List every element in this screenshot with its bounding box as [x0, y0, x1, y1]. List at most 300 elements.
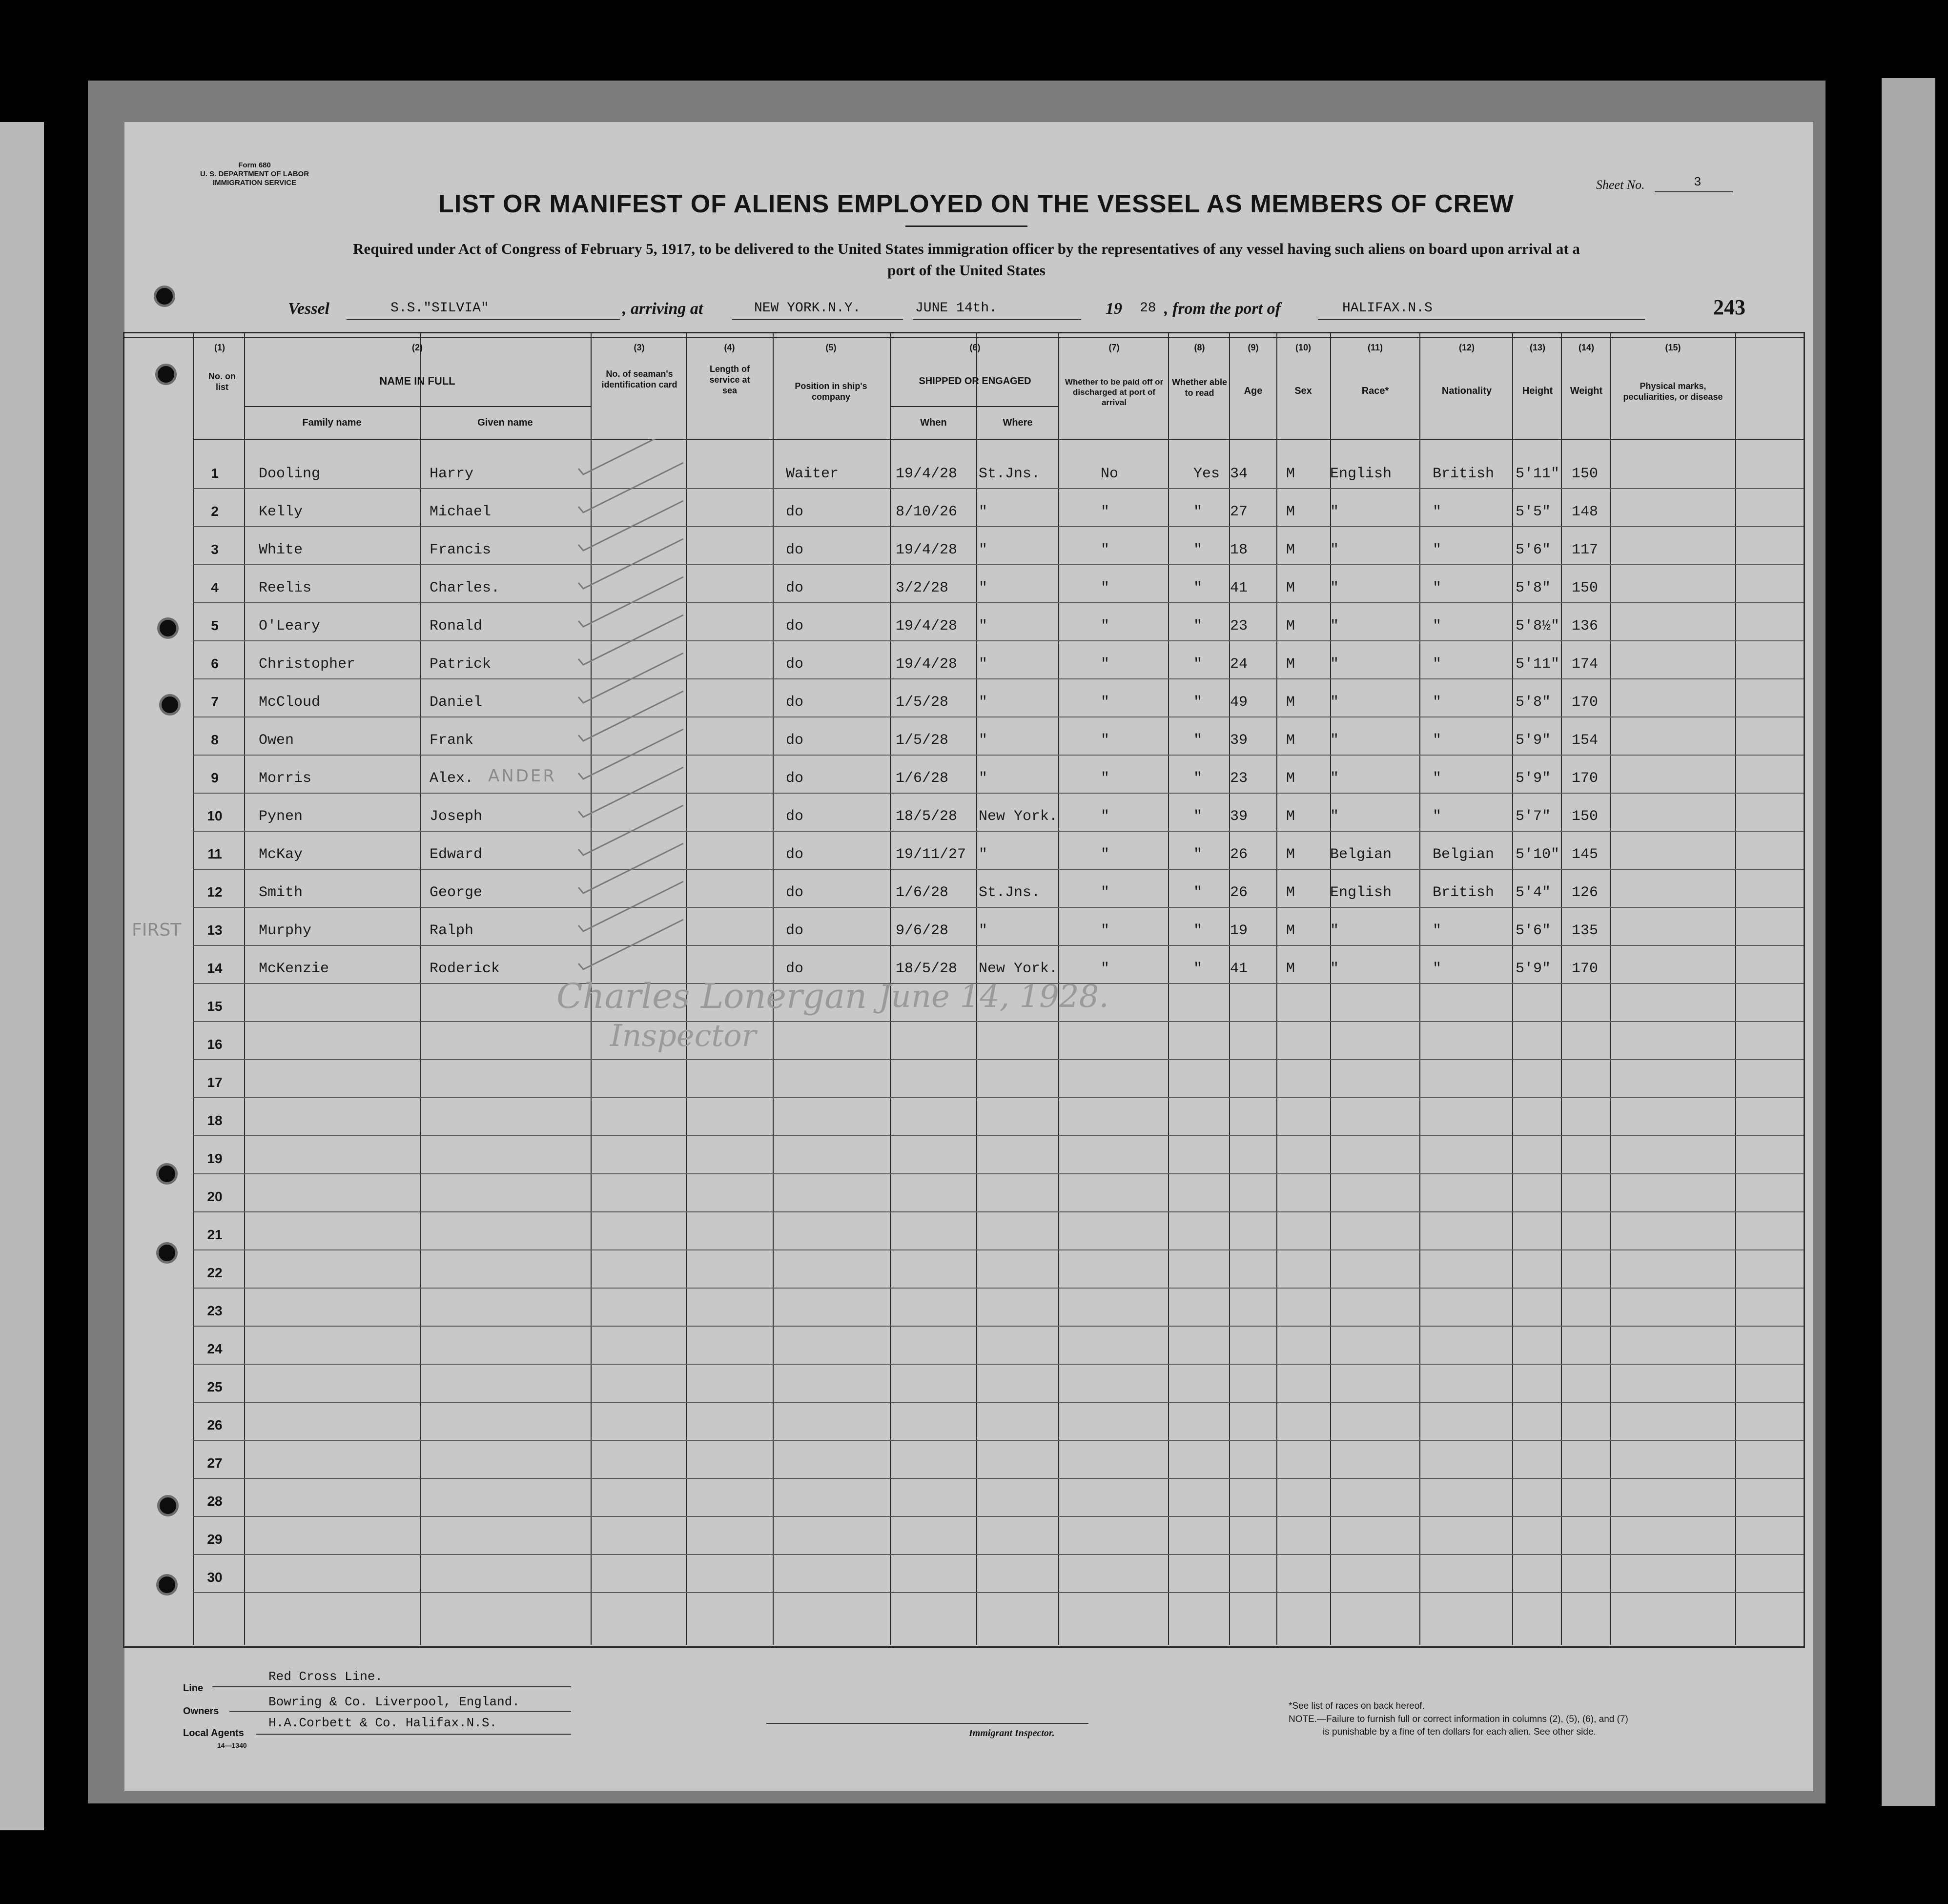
cell-sex: M [1286, 808, 1295, 825]
line-underline [212, 1686, 571, 1687]
row-number: 28 [207, 1494, 223, 1509]
cell-sex: M [1286, 884, 1295, 901]
cell-read: " [1193, 580, 1203, 596]
col-header-service-length: Length of service at sea [709, 364, 750, 395]
cell-race: " [1330, 618, 1339, 635]
row-number: 24 [207, 1341, 223, 1356]
col-header-id-card: No. of seaman's identification card [601, 369, 677, 389]
signature-date: June 14, 1928. [879, 979, 1109, 1015]
row-rule [193, 1554, 1804, 1555]
cell-age: 26 [1230, 884, 1248, 901]
row-number: 22 [207, 1265, 223, 1280]
row-number: 7 [211, 694, 219, 709]
cell-family: Kelly [259, 504, 303, 520]
cell-height: 5'11" [1516, 466, 1560, 482]
cell-given: Edward [430, 846, 483, 863]
cell-race: " [1330, 922, 1339, 939]
arrival-port: NEW YORK.N.Y. [754, 301, 861, 316]
cell-sex: M [1286, 580, 1295, 596]
cell-given: George [430, 884, 483, 901]
cell-weight: 145 [1572, 846, 1599, 863]
row-rule [193, 488, 1804, 489]
cell-nationality: " [1433, 922, 1442, 939]
cell-where: " [979, 846, 988, 863]
cell-weight: 170 [1572, 770, 1599, 787]
year-prefix: 19 [1106, 300, 1122, 318]
cell-paid: " [1101, 580, 1110, 596]
title-rule [905, 225, 1027, 227]
penalty-note: NOTE.—Failure to furnish full or correct information in columns (2), (5), (6), and (7) [1289, 1714, 1628, 1724]
cell-when: 18/5/28 [896, 808, 958, 825]
cell-given: Patrick [430, 656, 492, 673]
agents-underline [256, 1734, 571, 1735]
adjacent-page-edge [1882, 78, 1935, 1806]
cell-when: 1/5/28 [896, 732, 949, 749]
row-rule [193, 640, 1804, 641]
cell-where: St.Jns. [979, 466, 1041, 482]
col-header-sex: Sex [1294, 386, 1312, 396]
cell-age: 39 [1230, 732, 1248, 749]
form-identifier [200, 161, 309, 187]
cell-race: " [1330, 694, 1339, 711]
subtitle-line-1: Required under Act of Congress of February 5, 1917, to be delivered to the United States immigration officer by the representatives of any vessel having such aliens on board upon arrival at a [353, 240, 1580, 257]
row-rule [193, 602, 1804, 603]
check-mark [578, 805, 683, 855]
cell-height: 5'8" [1516, 580, 1551, 596]
row-rule [193, 1097, 1804, 1098]
cell-family: Pynen [259, 808, 303, 825]
check-mark [578, 843, 683, 893]
cell-when: 19/11/27 [896, 846, 966, 863]
col-header-nationality: Nationality [1441, 386, 1492, 396]
cell-where: " [979, 922, 988, 939]
cell-paid: " [1101, 961, 1110, 977]
cell-age: 39 [1230, 808, 1248, 825]
cell-paid: " [1101, 846, 1110, 863]
check-mark [578, 881, 683, 931]
row-rule [193, 1326, 1804, 1327]
cell-age: 34 [1230, 466, 1248, 482]
owners-underline [229, 1711, 571, 1712]
cell-position: do [786, 846, 804, 863]
cell-where: " [979, 580, 988, 596]
col-header-when: When [920, 417, 947, 428]
cell-race: English [1330, 884, 1392, 901]
cell-family: Smith [259, 884, 303, 901]
col-header-paid-off: Whether to be paid off or discharged at port of arrival [1065, 377, 1164, 407]
cell-position: do [786, 694, 804, 711]
check-mark [578, 615, 683, 665]
cell-position: do [786, 770, 804, 787]
form-number: Form 680 [238, 161, 271, 169]
col-header-physical-marks: Physical marks, peculiarities, or disease [1623, 381, 1723, 402]
check-mark [578, 920, 683, 969]
row-number: 29 [207, 1532, 223, 1547]
check-mark [578, 653, 683, 703]
cell-position: do [786, 961, 804, 977]
cell-family: McKay [259, 846, 303, 863]
col-1-number: (1) [214, 343, 225, 352]
cell-weight: 148 [1572, 504, 1599, 520]
cell-when: 19/4/28 [896, 542, 958, 558]
cell-nationality: British [1433, 466, 1495, 482]
cell-given: Ronald [430, 618, 483, 635]
column-rule [1735, 332, 1736, 1645]
col-10-number: (10) [1295, 343, 1311, 352]
cell-position: Waiter [786, 466, 839, 482]
row-rule [193, 1402, 1804, 1403]
col-14-number: (14) [1578, 343, 1594, 352]
col-4-number: (4) [724, 343, 735, 352]
cell-family: White [259, 542, 303, 558]
cell-where: " [979, 618, 988, 635]
cell-height: 5'11" [1516, 656, 1560, 673]
subtitle-line-2: port of the United States [887, 262, 1046, 279]
cell-weight: 150 [1572, 808, 1599, 825]
col-header-shipped: SHIPPED OR ENGAGED [919, 376, 1031, 387]
cell-race: " [1330, 656, 1339, 673]
column-rule [420, 332, 421, 1645]
row-number: 5 [211, 618, 219, 633]
row-number: 15 [207, 999, 223, 1014]
row-number: 10 [207, 808, 223, 823]
cell-height: 5'4" [1516, 884, 1551, 901]
row-rule [193, 1592, 1804, 1593]
cell-when: 8/10/26 [896, 504, 958, 520]
sheet-number-line [1655, 191, 1733, 192]
cell-family: McKenzie [259, 961, 329, 977]
row-rule [193, 793, 1804, 794]
cell-sex: M [1286, 466, 1295, 482]
penalty-note-cont: is punishable by a fine of ten dollars for each alien. See other side. [1323, 1727, 1596, 1737]
cell-nationality: " [1433, 504, 1442, 520]
cell-when: 3/2/28 [896, 580, 949, 596]
cell-race: " [1330, 961, 1339, 977]
cell-sex: M [1286, 504, 1295, 520]
check-mark [578, 439, 683, 474]
cell-nationality: " [1433, 808, 1442, 825]
cell-nationality: " [1433, 580, 1442, 596]
cell-nationality: " [1433, 618, 1442, 635]
cell-given: Frank [430, 732, 474, 749]
cell-read: " [1193, 922, 1203, 939]
cell-sex: M [1286, 542, 1295, 558]
row-rule [193, 564, 1804, 565]
vessel-name: S.S."SILVIA" [390, 301, 489, 316]
cell-sex: M [1286, 922, 1295, 939]
line-value: Red Cross Line. [268, 1669, 383, 1684]
cell-height: 5'9" [1516, 732, 1551, 749]
cell-nationality: " [1433, 694, 1442, 711]
cell-race: English [1330, 466, 1392, 482]
cell-given: Michael [430, 504, 492, 520]
cell-family: O'Leary [259, 618, 321, 635]
row-rule [193, 869, 1804, 870]
column-rule [1229, 332, 1230, 1645]
agents-label: Local Agents [183, 1728, 244, 1739]
cell-given: Ralph [430, 922, 474, 939]
cell-height: 5'9" [1516, 961, 1551, 977]
cell-when: 1/5/28 [896, 694, 949, 711]
row-number: 30 [207, 1570, 223, 1585]
cell-read: " [1193, 656, 1203, 673]
col-12-number: (12) [1458, 343, 1475, 352]
cell-when: 9/6/28 [896, 922, 949, 939]
cell-weight: 117 [1572, 542, 1599, 558]
row-rule [193, 1478, 1804, 1479]
cell-given: Harry [430, 466, 474, 482]
col-header-position: Position in ship's company [795, 381, 867, 402]
check-mark [578, 539, 683, 589]
cell-nationality: " [1433, 542, 1442, 558]
cell-nationality: " [1433, 770, 1442, 787]
cell-family: Christopher [259, 656, 356, 673]
check-mark [578, 767, 683, 817]
cell-read: " [1193, 732, 1203, 749]
cell-position: do [786, 732, 804, 749]
cell-race: Belgian [1330, 846, 1392, 863]
cell-paid: " [1101, 504, 1110, 520]
cell-height: 5'6" [1516, 922, 1551, 939]
arrival-year: 28 [1140, 301, 1156, 316]
cell-read: " [1193, 542, 1203, 558]
handwritten-check-marks [566, 439, 742, 986]
row-rule [193, 945, 1804, 946]
arrival-date: JUNE 14th. [915, 301, 998, 316]
cell-paid: " [1101, 732, 1110, 749]
adjacent-page-edge [0, 122, 44, 1830]
cell-paid: " [1101, 770, 1110, 787]
check-mark [578, 501, 683, 551]
check-mark [578, 463, 683, 512]
row-rule [193, 526, 1804, 527]
cell-where: " [979, 694, 988, 711]
cell-where: New York. [979, 808, 1058, 825]
cell-paid: " [1101, 694, 1110, 711]
row-number: 21 [207, 1227, 223, 1242]
column-rule [1168, 332, 1169, 1645]
inspector-title: Inspector [610, 1018, 757, 1053]
arrival-port-line [732, 319, 903, 320]
sheet-number-label: Sheet No. [1596, 178, 1645, 192]
cell-where: " [979, 732, 988, 749]
col-9-number: (9) [1248, 343, 1259, 352]
row-rule [193, 1211, 1804, 1212]
cell-weight: 126 [1572, 884, 1599, 901]
arriving-label: , arriving at [622, 300, 703, 318]
cell-age: 41 [1230, 961, 1248, 977]
inspector-label: Immigrant Inspector. [969, 1728, 1055, 1739]
row-rule [193, 1135, 1804, 1136]
cell-where: New York. [979, 961, 1058, 977]
cell-where: " [979, 770, 988, 787]
col-header-family-name: Family name [302, 417, 362, 428]
row-number: 23 [207, 1303, 223, 1318]
document-subtitle [185, 238, 1747, 281]
cell-position: do [786, 922, 804, 939]
row-number: 4 [211, 580, 219, 595]
col-header-weight: Weight [1570, 386, 1603, 396]
row-rule [193, 678, 1804, 679]
column-rule [1330, 332, 1331, 1645]
punch-hole-icon [154, 286, 175, 307]
cell-read: " [1193, 618, 1203, 635]
arrival-date-line [913, 319, 1081, 320]
departure-port: HALIFAX.N.S [1342, 301, 1433, 316]
department-name: U. S. DEPARTMENT OF LABOR [200, 170, 309, 178]
cell-age: 27 [1230, 504, 1248, 520]
row-number: 19 [207, 1151, 223, 1166]
cell-nationality: British [1433, 884, 1495, 901]
cell-race: " [1330, 808, 1339, 825]
agents-value: H.A.Corbett & Co. Halifax.N.S. [268, 1716, 497, 1730]
cell-age: 19 [1230, 922, 1248, 939]
row-number: 26 [207, 1417, 223, 1433]
col-15-number: (15) [1665, 343, 1681, 352]
row-rule [193, 1249, 1804, 1250]
owners-value: Bowring & Co. Liverpool, England. [268, 1695, 520, 1709]
cell-height: 5'9" [1516, 770, 1551, 787]
cell-position: do [786, 580, 804, 596]
cell-family: McCloud [259, 694, 321, 711]
col-header-height: Height [1522, 386, 1553, 396]
row-number: 20 [207, 1189, 223, 1204]
cell-sex: M [1286, 618, 1295, 635]
cell-read: " [1193, 770, 1203, 787]
col-3-number: (3) [634, 343, 645, 352]
row-rule [193, 907, 1804, 908]
cell-weight: 136 [1572, 618, 1599, 635]
row-number: 16 [207, 1037, 223, 1052]
cell-where: " [979, 542, 988, 558]
row-number: 17 [207, 1075, 223, 1090]
cell-nationality: " [1433, 732, 1442, 749]
col-header-list-number: No. on list [208, 371, 236, 392]
cell-race: " [1330, 504, 1339, 520]
cell-position: do [786, 884, 804, 901]
row-number: 25 [207, 1379, 223, 1394]
col-5-number: (5) [825, 343, 837, 352]
cell-position: do [786, 618, 804, 635]
column-rule [1512, 332, 1513, 1645]
cell-age: 23 [1230, 770, 1248, 787]
cell-where: " [979, 504, 988, 520]
table-top-rule [123, 337, 1805, 338]
cell-position: do [786, 542, 804, 558]
cell-paid: " [1101, 656, 1110, 673]
header-bottom-rule [193, 439, 1804, 440]
cell-weight: 174 [1572, 656, 1599, 673]
row-number: 1 [211, 466, 219, 481]
row-rule [193, 1288, 1804, 1289]
cell-given: Daniel [430, 694, 483, 711]
cell-when: 19/4/28 [896, 656, 958, 673]
cell-position: do [786, 656, 804, 673]
cell-sex: M [1286, 694, 1295, 711]
row-number: 27 [207, 1455, 223, 1471]
cell-read: " [1193, 961, 1203, 977]
cell-paid: " [1101, 808, 1110, 825]
column-rule [244, 332, 245, 1645]
cell-sex: M [1286, 770, 1295, 787]
col-header-read: Whether able to read [1171, 377, 1228, 398]
cell-weight: 135 [1572, 922, 1599, 939]
cell-family: Reelis [259, 580, 312, 596]
row-rule [193, 1021, 1804, 1022]
cell-height: 5'5" [1516, 504, 1551, 520]
cell-weight: 170 [1572, 694, 1599, 711]
cell-read: " [1193, 694, 1203, 711]
col-6-number: (6) [969, 343, 981, 352]
cell-race: " [1330, 770, 1339, 787]
cell-paid: No [1101, 466, 1119, 482]
cell-height: 5'10" [1516, 846, 1560, 863]
cell-paid: " [1101, 884, 1110, 901]
row-rule [193, 831, 1804, 832]
cell-sex: M [1286, 656, 1295, 673]
cell-nationality: Belgian [1433, 846, 1495, 863]
check-mark [578, 577, 683, 627]
cell-nationality: " [1433, 961, 1442, 977]
row-rule [193, 1059, 1804, 1060]
row-number: 14 [207, 961, 223, 976]
column-rule [193, 332, 194, 1645]
cell-where: St.Jns. [979, 884, 1041, 901]
row-rule [193, 1364, 1804, 1365]
cell-sex: M [1286, 846, 1295, 863]
cell-when: 1/6/28 [896, 770, 949, 787]
cell-read: " [1193, 504, 1203, 520]
row-number: 8 [211, 732, 219, 747]
vessel-label: Vessel [288, 300, 329, 318]
name-header-rule [244, 406, 591, 407]
document-title: LIST OR MANIFEST OF ALIENS EMPLOYED ON THE VESSEL AS MEMBERS OF CREW [438, 190, 1514, 218]
cell-height: 5'6" [1516, 542, 1551, 558]
col-11-number: (11) [1367, 343, 1383, 352]
col-header-age: Age [1244, 386, 1263, 396]
cell-read: Yes [1193, 466, 1220, 482]
shipped-header-rule [891, 406, 1059, 407]
cell-sex: M [1286, 961, 1295, 977]
col-8-number: (8) [1194, 343, 1205, 352]
line-label: Line [183, 1683, 204, 1694]
cell-sex: M [1286, 732, 1295, 749]
col-header-given-name: Given name [477, 417, 533, 428]
cell-read: " [1193, 846, 1203, 863]
row-number: 3 [211, 542, 219, 557]
cell-age: 23 [1230, 618, 1248, 635]
cell-height: 5'8" [1516, 694, 1551, 711]
check-mark [578, 691, 683, 741]
cell-race: " [1330, 732, 1339, 749]
row-number: 6 [211, 656, 219, 671]
cell-age: 49 [1230, 694, 1248, 711]
col-13-number: (13) [1529, 343, 1545, 352]
handwritten-name-correction: ANDER [488, 766, 556, 786]
departure-port-line [1318, 319, 1645, 320]
cell-height: 5'8½" [1516, 618, 1560, 635]
row-rule [193, 1173, 1804, 1174]
row-rule [193, 1516, 1804, 1517]
inspector-signature: Charles Lonergan [556, 976, 867, 1016]
margin-note: FIRST [132, 920, 182, 940]
races-note: *See list of races on back hereof. [1289, 1701, 1425, 1711]
row-rule [193, 755, 1804, 756]
cell-age: 18 [1230, 542, 1248, 558]
row-number: 13 [207, 922, 223, 938]
cell-family: Dooling [259, 466, 321, 482]
row-number: 9 [211, 770, 219, 785]
